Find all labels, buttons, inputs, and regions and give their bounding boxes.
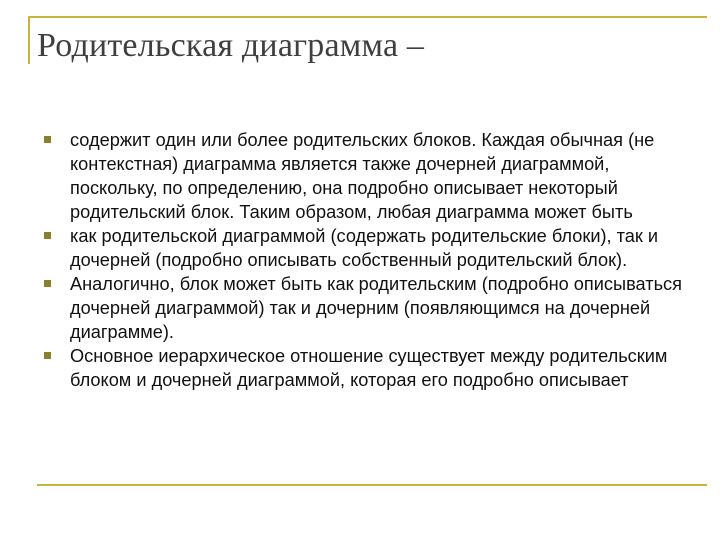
bullet-text: содержит один или более родительских блоков. Каждая обычная (не контекстная) диаграмма является также дочерней диаграммой, поскольку, по определению, она подробно описывает некоторый родительский блок. Таким образом, любая диаграмма может быть xyxy=(70,130,655,222)
bullet-text: Основное иерархическое отношение существует между родительским блоком и дочерней диаграммой, которая его подробно описывает xyxy=(70,346,668,390)
bullet-item xyxy=(44,272,684,344)
left-divider xyxy=(28,16,30,64)
bullet-item xyxy=(44,344,684,392)
bullet-text: как родительской диаграммой (содержать родительские блоки), так и дочерней (подробно описывать собственный родительский блок). xyxy=(70,226,659,270)
square-bullet-icon xyxy=(44,232,51,239)
top-divider xyxy=(28,16,707,18)
bullet-item xyxy=(44,224,684,272)
slide-title: Родительская диаграмма – xyxy=(37,27,425,64)
bullet-item xyxy=(44,128,684,224)
bullet-list xyxy=(44,128,684,392)
square-bullet-icon xyxy=(44,352,51,359)
bullet-text: Аналогично, блок может быть как родительским (подробно описываться дочерней диаграммой) так и дочерним (появляющимся на дочерней диаграмме). xyxy=(70,274,682,342)
square-bullet-icon xyxy=(44,136,51,143)
square-bullet-icon xyxy=(44,280,51,287)
bottom-divider xyxy=(37,484,707,486)
